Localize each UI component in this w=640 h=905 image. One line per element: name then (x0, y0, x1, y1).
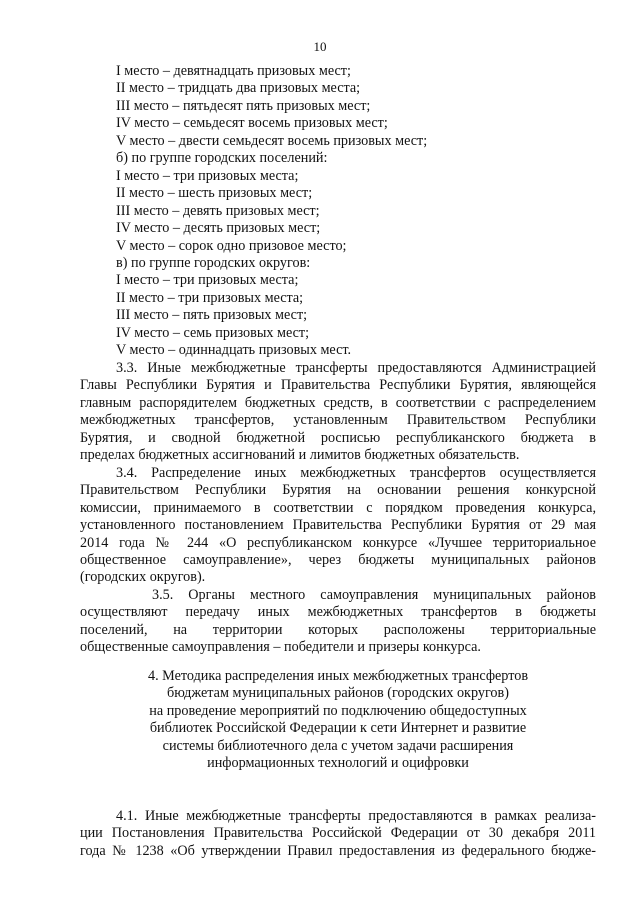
paragraph-line: Правительством Республики Бурятия на основании решения конкурсной (80, 482, 596, 499)
paragraph-3-3 (80, 360, 596, 465)
list-item: III место – пять призовых мест; (116, 307, 308, 324)
heading-line: системы библиотечного дела с учетом задачи расширения (162, 737, 514, 754)
list-item: б) по группе городских поселений: (116, 150, 328, 167)
section-4-heading (80, 668, 596, 773)
paragraph-line: Главы Республики Бурятия и Правительства Республики Бурятия, являющейся (80, 377, 596, 394)
paragraph-line: межбюджетных трансфертов, установленным Правительством Республики (80, 412, 596, 429)
paragraph-4-1 (80, 808, 596, 860)
paragraph-line: 4.1. Иные межбюджетные трансферты предоставляются в рамках реализа- (116, 808, 596, 824)
paragraph-line: комиссии, принимаемого в соответствии с порядком проведения конкурса, (80, 499, 596, 516)
section-3-paragraphs (80, 360, 596, 657)
paragraph-line: 2014 года № 244 «О республиканском конкурсе «Лучшее территориальное (80, 534, 596, 551)
list-item: V место – двести семьдесят восемь призовых мест; (116, 132, 428, 149)
list-item: IV место – семьдесят восемь призовых мест; (116, 115, 388, 132)
heading-line: бюджетам муниципальных районов (городских округов) (167, 685, 509, 702)
paragraph-3-5 (80, 587, 596, 657)
paragraph-line: установленного постановлением Правительства Республики Бурятия от 29 мая (80, 517, 596, 534)
heading-line: информационных технологий и оцифровки (207, 755, 469, 772)
paragraph-line: 3.5. Органы местного самоуправления муниципальных районов (152, 586, 596, 603)
paragraph-3-4 (80, 465, 596, 587)
list-item: V место – сорок одно призовое место; (116, 237, 347, 254)
paragraph-line: пределах бюджетных ассигнований и лимитов бюджетных обязательств. (80, 447, 520, 464)
paragraph-line: (городских округов). (80, 569, 206, 586)
list-item: I место – три призовых места; (116, 272, 299, 289)
paragraph-line: ции Постановления Правительства Российской Федерации от 30 декабря 2011 (80, 825, 596, 842)
list-item: III место – пятьдесят пять призовых мест; (116, 97, 371, 114)
paragraph-line: осуществляют передачу иных межбюджетных трансфертов в бюджеты (80, 604, 596, 621)
paragraph-line: года № 1238 «Об утверждении Правил предоставления из федерального бюдже- (80, 842, 596, 859)
paragraph-line: общественные самоуправления – победители и призеры конкурса. (80, 639, 481, 656)
paragraph-line: главным распорядителем бюджетных средств, в соответствии с распределением (80, 394, 596, 411)
list-item: I место – три призовых места; (116, 167, 299, 184)
paragraph-line: 3.3. Иные межбюджетные трансферты предоставляются Администрацией (116, 360, 596, 376)
list-item: II место – шесть призовых мест; (116, 185, 313, 202)
paragraph-line: поселений, на территории которых расположены территориальные (80, 621, 596, 638)
list-item: IV место – семь призовых мест; (116, 324, 310, 341)
list-item: II место – тридцать два призовых места; (116, 80, 361, 97)
page-number: 10 (313, 39, 327, 54)
list-item: II место – три призовых места; (116, 289, 304, 306)
list-item: I место – девятнадцать призовых мест; (116, 63, 351, 79)
paragraph-4-1-body (80, 808, 596, 860)
paragraph-line: Бурятия, и сводной бюджетной росписью республиканского бюджета в (80, 429, 596, 446)
list-item: III место – девять призовых мест; (116, 202, 320, 219)
heading-line: библиотек Российской Федерации к сети Интернет и развитие (149, 720, 527, 737)
prize-places-list (80, 63, 596, 360)
list-item: IV место – десять призовых мест; (116, 220, 321, 237)
heading-line: на проведение мероприятий по подключению общедоступных (149, 702, 527, 719)
list-item: в) по группе городских округов: (116, 254, 311, 271)
paragraph-line: 3.4. Распределение иных межбюджетных трансфертов осуществляется (116, 464, 596, 481)
heading-line: 4. Методика распределения иных межбюджетных трансфертов (147, 668, 529, 684)
list-item: V место – одиннадцать призовых мест. (116, 342, 352, 359)
paragraph-line: общественное самоуправление», через бюджеты муниципальных районов (80, 551, 596, 568)
